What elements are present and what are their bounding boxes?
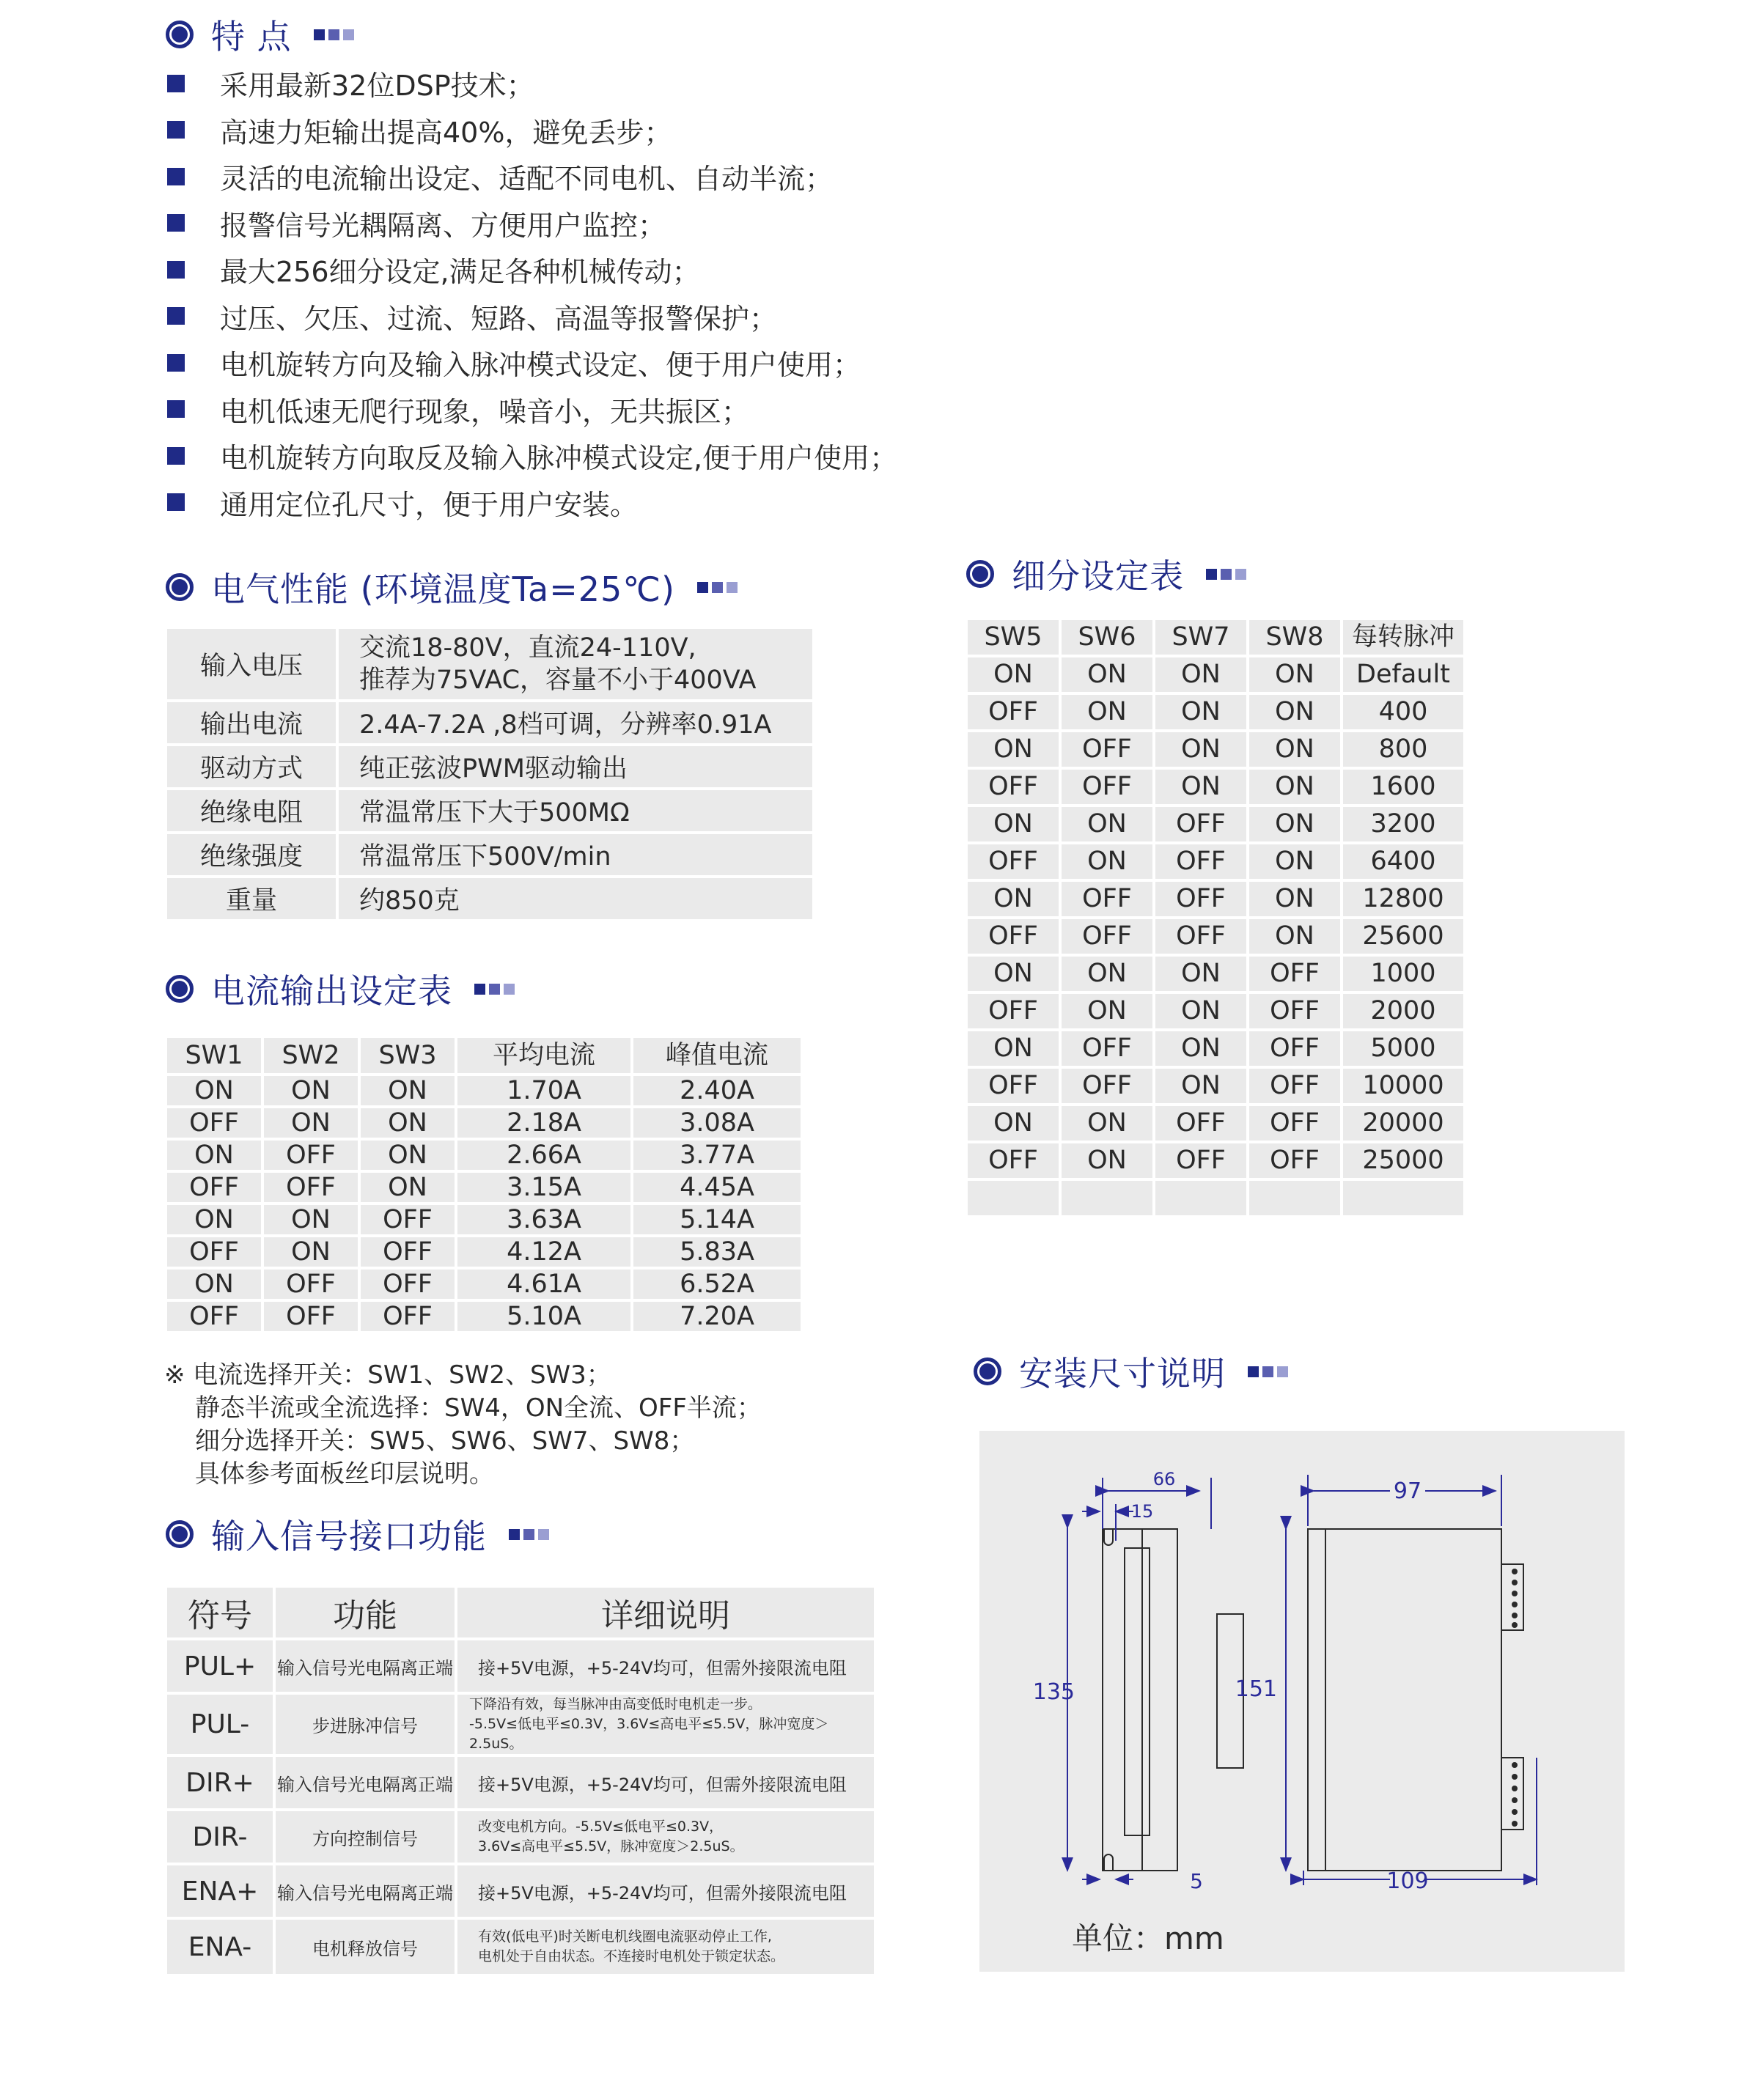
table-cell: 3.77A [633, 1141, 801, 1170]
table-row [167, 1640, 874, 1692]
table-cell: OFF [1062, 732, 1152, 767]
table-cell: 4.45A [633, 1173, 801, 1202]
table-cell: 输出电流 [167, 702, 336, 743]
table-row [167, 746, 812, 787]
side-view-body [1308, 1529, 1501, 1871]
table-row [968, 657, 1463, 692]
connector-bottom [1501, 1758, 1523, 1830]
dim-label-66: 66 [1152, 1469, 1176, 1489]
squares-icon [1248, 1366, 1288, 1377]
unit-label: 单位：mm [1072, 1920, 1224, 1956]
table-row [968, 882, 1463, 916]
squares-icon [314, 29, 354, 40]
feature-list [167, 60, 897, 526]
table-cell: OFF [264, 1173, 358, 1202]
table-cell: ON [1249, 919, 1340, 954]
subdivision-table [965, 617, 1466, 1218]
list-item: 通用定位孔尺寸，便于用户安装。 [167, 479, 897, 526]
table-cell: OFF [167, 1302, 261, 1331]
table-cell: 5.83A [633, 1237, 801, 1267]
table-cell: 输入信号光电隔离正端 [276, 1757, 455, 1808]
table-cell: PUL- [167, 1695, 273, 1754]
cell-line: 下降沿有效，每当脉冲由高变低时电机走一步。 [469, 1696, 762, 1712]
table-row [167, 1141, 801, 1170]
table-cell: ON [1062, 695, 1152, 729]
table-row [968, 957, 1463, 991]
table-cell: 2.66A [457, 1141, 630, 1170]
bullet-circle-icon [166, 975, 194, 1003]
dim-label-97: 97 [1393, 1478, 1422, 1504]
table-cell: ON [167, 1076, 261, 1105]
list-item: 报警信号光耦隔离、方便用户监控； [167, 200, 897, 247]
table-cell: 1000 [1343, 957, 1463, 991]
table-cell: ON [1249, 657, 1340, 692]
table-cell: 接+5V电源，+5-24V均可，但需外接限流电阻 [457, 1640, 874, 1692]
table-cell: OFF [1155, 844, 1246, 879]
current-header [166, 965, 515, 1013]
table-header-cell: 符号 [167, 1588, 273, 1637]
table-cell: OFF [968, 1143, 1059, 1178]
table-cell: OFF [968, 919, 1059, 954]
table-cell: OFF [968, 1069, 1059, 1103]
table-cell: 5.14A [633, 1205, 801, 1234]
squares-icon [697, 582, 738, 593]
table-cell: OFF [361, 1237, 455, 1267]
table-cell: ON [264, 1237, 358, 1267]
square-bullet-icon [167, 75, 185, 92]
dimension-drawing [979, 1431, 1625, 1900]
table-cell: ON [1155, 957, 1246, 991]
table-row [167, 1173, 801, 1202]
table-cell: OFF [167, 1173, 261, 1202]
table-cell: ON [1062, 1106, 1152, 1141]
table-row [968, 1069, 1463, 1103]
table-cell: ON [1155, 994, 1246, 1028]
square-bullet-icon [167, 307, 185, 325]
input-header [166, 1510, 549, 1558]
table-row [167, 1811, 874, 1863]
table-cell: 接+5V电源，+5-24V均可，但需外接限流电阻 [457, 1757, 874, 1808]
table-cell: 25600 [1343, 919, 1463, 954]
list-item: 灵活的电流输出设定、适配不同电机、自动半流； [167, 153, 897, 200]
features-header [166, 10, 354, 59]
note-line: 具体参考面板丝印层说明。 [195, 1459, 494, 1489]
table-row [968, 919, 1463, 954]
table-cell: ON [1155, 770, 1246, 804]
table-cell: 5.10A [457, 1302, 630, 1331]
table-cell: ON [1155, 695, 1246, 729]
electrical-table [164, 626, 815, 922]
table-cell: 2.18A [457, 1108, 630, 1138]
table-cell: ON [1249, 732, 1340, 767]
table-cell: OFF [1249, 994, 1340, 1028]
table-cell: 1.70A [457, 1076, 630, 1105]
table-row [968, 1143, 1463, 1178]
table-cell: 800 [1343, 732, 1463, 767]
table-cell: ON [968, 807, 1059, 841]
table-header-cell: 功能 [276, 1588, 455, 1637]
mount-hole-top [1104, 1529, 1113, 1545]
connector-top [1501, 1564, 1523, 1630]
dim-label-151: 151 [1235, 1676, 1277, 1702]
cell-line: 推荐为75VAC，容量不小于400VA [359, 666, 757, 695]
table-cell: 3.15A [457, 1173, 630, 1202]
table-row [968, 1106, 1463, 1141]
table-cell: 绝缘强度 [167, 834, 336, 875]
table-cell: OFF [1249, 1031, 1340, 1066]
table-cell: 重量 [167, 878, 336, 919]
table-cell: ON [264, 1108, 358, 1138]
table-cell [457, 1920, 874, 1974]
bullet-circle-icon [166, 573, 194, 601]
table-row [968, 844, 1463, 879]
input-title: 输入信号接口功能 [211, 1517, 487, 1556]
table-cell: ON [167, 1141, 261, 1170]
table-cell: ON [361, 1108, 455, 1138]
table-cell: OFF [361, 1302, 455, 1331]
table-cell: 6400 [1343, 844, 1463, 879]
table-cell: OFF [264, 1141, 358, 1170]
table-cell: ON [1062, 994, 1152, 1028]
table-row [167, 702, 812, 743]
square-bullet-icon [167, 354, 185, 372]
table-cell: OFF [167, 1237, 261, 1267]
table-cell: ON [361, 1141, 455, 1170]
table-cell: 6.52A [633, 1270, 801, 1299]
table-header-cell: 峰值电流 [633, 1038, 801, 1073]
table-cell: ON [361, 1173, 455, 1202]
table-cell: OFF [1062, 882, 1152, 916]
notes-block [164, 1359, 762, 1491]
electrical-title: 电气性能 (环境温度Ta=25℃) [211, 570, 675, 609]
table-row [167, 1076, 801, 1105]
table-row [167, 1920, 874, 1974]
table-row [968, 695, 1463, 729]
cell-line: 电机处于自由状态。不连接时电机处于锁定状态。 [478, 1948, 785, 1964]
table-cell: OFF [1249, 1069, 1340, 1103]
bullet-circle-icon [166, 21, 194, 48]
bullet-circle-icon [966, 560, 994, 588]
table-cell: 10000 [1343, 1069, 1463, 1103]
table-cell: OFF [1062, 1031, 1152, 1066]
current-title: 电流输出设定表 [211, 971, 452, 1011]
table-cell: ON [1249, 807, 1340, 841]
table-cell: ENA- [167, 1920, 273, 1974]
table-cell: OFF [1249, 1143, 1340, 1178]
electrical-header [166, 563, 738, 611]
table-cell: OFF [1155, 882, 1246, 916]
table-cell: 12800 [1343, 882, 1463, 916]
table-cell: 3200 [1343, 807, 1463, 841]
table-cell [1343, 1181, 1463, 1215]
table-row [968, 732, 1463, 767]
table-cell: ON [1062, 1143, 1152, 1178]
table-cell: 纯正弦波PWM驱动输出 [339, 746, 812, 787]
front-view-body [1103, 1529, 1177, 1871]
table-header-cell: SW6 [1062, 620, 1152, 655]
table-cell [457, 1811, 874, 1863]
dim-label-109: 109 [1386, 1868, 1429, 1894]
table-row [167, 1205, 801, 1234]
table-cell [968, 1181, 1059, 1215]
table-cell [339, 629, 812, 699]
table-header-cell: 每转脉冲 [1343, 620, 1463, 655]
table-cell: ON [968, 1031, 1059, 1066]
table-cell: ON [1062, 657, 1152, 692]
table-header-cell: SW3 [361, 1038, 455, 1073]
subdivision-title: 细分设定表 [1012, 556, 1184, 596]
table-row [167, 1757, 874, 1808]
table-cell: 绝缘电阻 [167, 790, 336, 831]
table-cell: ENA+ [167, 1865, 273, 1917]
bullet-circle-icon [974, 1357, 1001, 1385]
table-cell [1062, 1181, 1152, 1215]
table-cell: 4.61A [457, 1270, 630, 1299]
table-cell: OFF [264, 1270, 358, 1299]
squares-icon [474, 984, 515, 995]
table-cell: 1600 [1343, 770, 1463, 804]
table-cell: 400 [1343, 695, 1463, 729]
table-cell: 4.12A [457, 1237, 630, 1267]
dim-label-5: 5 [1190, 1869, 1203, 1893]
square-bullet-icon [167, 447, 185, 465]
table-cell: OFF [968, 770, 1059, 804]
table-cell: 电机释放信号 [276, 1920, 455, 1974]
table-cell: OFF [167, 1108, 261, 1138]
square-bullet-icon [167, 493, 185, 511]
square-bullet-icon [167, 214, 185, 232]
table-cell: ON [1249, 882, 1340, 916]
table-cell: ON [968, 882, 1059, 916]
input-signal-table [164, 1585, 877, 1977]
table-cell: OFF [968, 844, 1059, 879]
table-cell: ON [968, 1106, 1059, 1141]
square-bullet-icon [167, 121, 185, 139]
table-row [167, 1270, 801, 1299]
table-cell: ON [1062, 807, 1152, 841]
square-bullet-icon [167, 400, 185, 418]
table-header-cell: 平均电流 [457, 1038, 630, 1073]
list-item: 高速力矩输出提高40%，避免丢步； [167, 107, 897, 154]
table-cell: ON [264, 1076, 358, 1105]
table-cell: OFF [1062, 1069, 1152, 1103]
table-cell: OFF [1155, 1106, 1246, 1141]
table-cell: OFF [1249, 957, 1340, 991]
table-header-row [167, 1588, 874, 1637]
table-cell: 常温常压下大于500MΩ [339, 790, 812, 831]
table-cell: 5000 [1343, 1031, 1463, 1066]
front-view-slot [1125, 1548, 1150, 1835]
table-cell: 约850克 [339, 878, 812, 919]
list-item: 电机旋转方向取反及输入脉冲模式设定,便于用户使用； [167, 432, 897, 479]
subdivision-header [966, 550, 1246, 598]
table-cell: 输入信号光电隔离正端 [276, 1640, 455, 1692]
note-line: 静态半流或全流选择：SW4，ON全流、OFF半流； [195, 1393, 762, 1423]
table-cell: ON [1249, 695, 1340, 729]
table-cell: ON [361, 1076, 455, 1105]
table-cell: 步进脉冲信号 [276, 1695, 455, 1754]
table-row [167, 790, 812, 831]
table-cell: OFF [1155, 807, 1246, 841]
table-cell: ON [1155, 657, 1246, 692]
features-title: 特 点 [211, 17, 292, 56]
list-item: 电机旋转方向及输入脉冲模式设定、便于用户使用； [167, 339, 897, 386]
table-cell: OFF [1155, 1143, 1246, 1178]
table-row [968, 1181, 1463, 1215]
dimensions-header [974, 1347, 1288, 1396]
table-header-cell: SW8 [1249, 620, 1340, 655]
table-cell: 驱动方式 [167, 746, 336, 787]
table-cell: OFF [361, 1270, 455, 1299]
cell-line: 交流18-80V，直流24-110V, [359, 633, 696, 663]
table-row [968, 994, 1463, 1028]
table-header-cell: SW2 [264, 1038, 358, 1073]
table-row [167, 1302, 801, 1331]
bullet-circle-icon [166, 1520, 194, 1548]
note-line: ※ 电流选择开关：SW1、SW2、SW3； [164, 1360, 611, 1390]
table-header-cell: 详细说明 [457, 1588, 874, 1637]
table-cell: 方向控制信号 [276, 1811, 455, 1863]
table-row [167, 629, 812, 699]
table-cell [1155, 1181, 1246, 1215]
table-cell: 7.20A [633, 1302, 801, 1331]
table-cell: ON [1155, 732, 1246, 767]
table-cell: ON [968, 957, 1059, 991]
square-bullet-icon [167, 168, 185, 185]
dimensions-title: 安装尺寸说明 [1019, 1354, 1226, 1393]
table-cell: ON [167, 1270, 261, 1299]
table-cell: ON [167, 1205, 261, 1234]
table-cell: ON [968, 732, 1059, 767]
table-cell: OFF [968, 994, 1059, 1028]
table-cell: 2.4A-7.2A ,8档可调，分辨率0.91A [339, 702, 812, 743]
table-header-row [968, 620, 1463, 655]
table-row [167, 878, 812, 919]
dim-label-135: 135 [1032, 1679, 1075, 1705]
table-cell: OFF [1249, 1106, 1340, 1141]
table-cell: ON [264, 1205, 358, 1234]
table-cell: 输入电压 [167, 629, 336, 699]
table-cell [457, 1695, 874, 1754]
table-cell: Default [1343, 657, 1463, 692]
list-item: 过压、欠压、过流、短路、高温等报警保护； [167, 293, 897, 340]
table-cell: ON [1155, 1069, 1246, 1103]
table-cell: OFF [968, 695, 1059, 729]
list-item: 采用最新32位DSP技术； [167, 60, 897, 107]
cell-line: 有效(低电平)时关断电机线圈电流驱动停止工作, [478, 1928, 772, 1945]
squares-icon [1206, 569, 1246, 580]
table-cell: 常温常压下500V/min [339, 834, 812, 875]
table-row [167, 834, 812, 875]
note-line: 细分选择开关：SW5、SW6、SW7、SW8； [195, 1426, 695, 1456]
table-cell: ON [1249, 770, 1340, 804]
table-row [167, 1695, 874, 1754]
table-cell: 2000 [1343, 994, 1463, 1028]
table-cell: OFF [361, 1205, 455, 1234]
table-cell: 输入信号光电隔离正端 [276, 1865, 455, 1917]
square-bullet-icon [167, 261, 185, 279]
cell-line: 3.6V≤高电平≤5.5V，脉冲宽度＞2.5uS。 [478, 1838, 744, 1854]
squares-icon [509, 1529, 549, 1540]
table-cell: 3.08A [633, 1108, 801, 1138]
table-cell: OFF [1155, 919, 1246, 954]
table-cell: 20000 [1343, 1106, 1463, 1141]
table-cell: OFF [264, 1302, 358, 1331]
table-cell: OFF [1062, 919, 1152, 954]
table-row [968, 1031, 1463, 1066]
cell-line: 改变电机方向。-5.5V≤低电平≤0.3V， [478, 1819, 724, 1835]
table-cell: OFF [1062, 770, 1152, 804]
list-item: 最大256细分设定,满足各种机械传动； [167, 246, 897, 293]
table-header-cell: SW5 [968, 620, 1059, 655]
table-cell: DIR- [167, 1811, 273, 1863]
mount-hole-bottom [1104, 1854, 1113, 1871]
table-cell: ON [1155, 1031, 1246, 1066]
table-cell: 接+5V电源，+5-24V均可，但需外接限流电阻 [457, 1865, 874, 1917]
table-cell: 3.63A [457, 1205, 630, 1234]
cell-line: -5.5V≤低电平≤0.3V，3.6V≤高电平≤5.5V，脉冲宽度＞2.5uS。 [469, 1716, 829, 1752]
list-item: 电机低速无爬行现象，噪音小，无共振区； [167, 386, 897, 433]
table-cell: ON [1062, 844, 1152, 879]
table-row [968, 770, 1463, 804]
table-cell: PUL+ [167, 1640, 273, 1692]
table-cell: ON [1062, 957, 1152, 991]
current-table [164, 1035, 803, 1334]
table-row [167, 1237, 801, 1267]
table-row [968, 807, 1463, 841]
table-cell: ON [968, 657, 1059, 692]
dimension-drawing-panel [979, 1431, 1625, 1972]
table-cell [1249, 1181, 1340, 1215]
table-cell: 2.40A [633, 1076, 801, 1105]
table-cell: 25000 [1343, 1143, 1463, 1178]
table-header-cell: SW1 [167, 1038, 261, 1073]
table-header-row [167, 1038, 801, 1073]
table-row [167, 1865, 874, 1917]
table-cell: ON [1249, 844, 1340, 879]
table-header-cell: SW7 [1155, 620, 1246, 655]
dim-label-15: 15 [1130, 1501, 1154, 1522]
table-cell: DIR+ [167, 1757, 273, 1808]
table-row [167, 1108, 801, 1138]
